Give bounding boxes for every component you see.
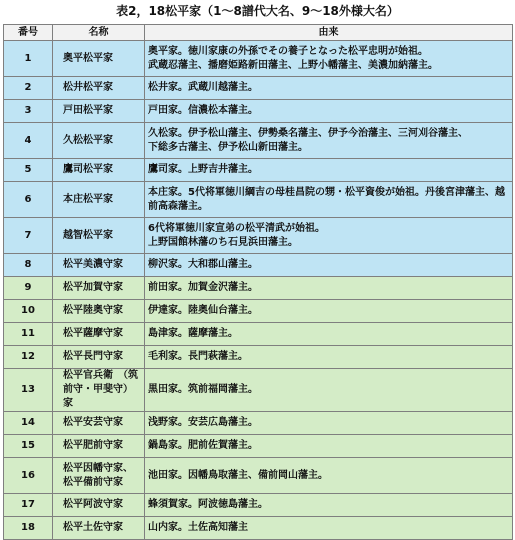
row-origin: 鷹司家。上野吉井藩主。 xyxy=(145,159,513,182)
row-origin: 久松家。伊予松山藩主、伊勢桑名藩主、伊予今治藩主、三河刈谷藩主、 下総多古藩主、伊予松山新田藩主。 xyxy=(145,123,513,159)
row-num: 4 xyxy=(4,123,53,159)
row-num: 1 xyxy=(4,41,53,77)
row-name: 松平肥前守家 xyxy=(53,435,145,458)
row-num: 14 xyxy=(4,412,53,435)
row-name: 久松松平家 xyxy=(53,123,145,159)
row-name: 松平官兵衛 （筑前守・甲斐守）家 xyxy=(53,369,145,412)
table-row xyxy=(4,369,513,412)
table-row xyxy=(4,77,513,100)
matsudaira-table xyxy=(3,24,513,540)
row-num: 17 xyxy=(4,494,53,517)
row-num: 10 xyxy=(4,300,53,323)
table-row xyxy=(4,182,513,218)
row-name: 松平因幡守家、 松平備前守家 xyxy=(53,458,145,494)
table-row xyxy=(4,346,513,369)
table-row xyxy=(4,159,513,182)
row-num: 7 xyxy=(4,218,53,254)
row-origin: 6代将軍徳川家宣弟の松平清武が始祖。 上野国館林藩のち石見浜田藩主。 xyxy=(145,218,513,254)
row-origin: 毛利家。長門萩藩主。 xyxy=(145,346,513,369)
table-row xyxy=(4,41,513,77)
row-origin: 柳沢家。大和郡山藩主。 xyxy=(145,254,513,277)
row-origin: 山内家。土佐高知藩主 xyxy=(145,517,513,540)
row-origin: 池田家。因幡鳥取藩主、備前岡山藩主。 xyxy=(145,458,513,494)
row-num: 9 xyxy=(4,277,53,300)
table-row xyxy=(4,123,513,159)
row-num: 5 xyxy=(4,159,53,182)
row-name: 松平美濃守家 xyxy=(53,254,145,277)
row-num: 18 xyxy=(4,517,53,540)
header-name: 名称 xyxy=(53,25,145,41)
row-name: 松平薩摩守家 xyxy=(53,323,145,346)
row-name: 松平長門守家 xyxy=(53,346,145,369)
table-row xyxy=(4,435,513,458)
row-name: 越智松平家 xyxy=(53,218,145,254)
table-row xyxy=(4,458,513,494)
row-num: 3 xyxy=(4,100,53,123)
row-origin: 浅野家。安芸広島藩主。 xyxy=(145,412,513,435)
table-row xyxy=(4,517,513,540)
row-origin: 鍋島家。肥前佐賀藩主。 xyxy=(145,435,513,458)
row-name: 松平陸奥守家 xyxy=(53,300,145,323)
row-origin: 松井家。武蔵川越藩主。 xyxy=(145,77,513,100)
row-num: 13 xyxy=(4,369,53,412)
row-origin: 奥平家。徳川家康の外孫でその養子となった松平忠明が始祖。 武蔵忍藩主、播磨姫路新田藩主、上野小幡藩主、美濃加納藩主。 xyxy=(145,41,513,77)
header-origin: 由来 xyxy=(145,25,513,41)
table-row xyxy=(4,300,513,323)
row-name: 奥平松平家 xyxy=(53,41,145,77)
table-row xyxy=(4,323,513,346)
row-num: 11 xyxy=(4,323,53,346)
row-name: 松井松平家 xyxy=(53,77,145,100)
row-origin: 伊達家。陸奥仙台藩主。 xyxy=(145,300,513,323)
row-name: 戸田松平家 xyxy=(53,100,145,123)
row-name: 松平安芸守家 xyxy=(53,412,145,435)
header-num: 番号 xyxy=(4,25,53,41)
table-row xyxy=(4,412,513,435)
row-num: 16 xyxy=(4,458,53,494)
row-name: 松平土佐守家 xyxy=(53,517,145,540)
row-num: 6 xyxy=(4,182,53,218)
row-name: 本庄松平家 xyxy=(53,182,145,218)
row-name: 鷹司松平家 xyxy=(53,159,145,182)
row-origin: 蜂須賀家。阿波徳島藩主。 xyxy=(145,494,513,517)
table-row xyxy=(4,100,513,123)
table-caption: 表2，18松平家（1～8譜代大名、9～18外様大名） xyxy=(116,4,399,18)
row-origin: 本庄家。5代将軍徳川綱吉の母桂昌院の甥・松平資俊が始祖。丹後宮津藩主、越前高森藩主。 xyxy=(145,182,513,218)
row-origin: 前田家。加賀金沢藩主。 xyxy=(145,277,513,300)
table-row xyxy=(4,218,513,254)
row-num: 2 xyxy=(4,77,53,100)
row-name: 松平阿波守家 xyxy=(53,494,145,517)
row-origin: 黒田家。筑前福岡藩主。 xyxy=(145,369,513,412)
table-row xyxy=(4,277,513,300)
table-row xyxy=(4,494,513,517)
table-row xyxy=(4,254,513,277)
row-num: 15 xyxy=(4,435,53,458)
row-origin: 島津家。薩摩藩主。 xyxy=(145,323,513,346)
row-num: 12 xyxy=(4,346,53,369)
row-num: 8 xyxy=(4,254,53,277)
row-origin: 戸田家。信濃松本藩主。 xyxy=(145,100,513,123)
header-row xyxy=(4,25,513,41)
row-name: 松平加賀守家 xyxy=(53,277,145,300)
